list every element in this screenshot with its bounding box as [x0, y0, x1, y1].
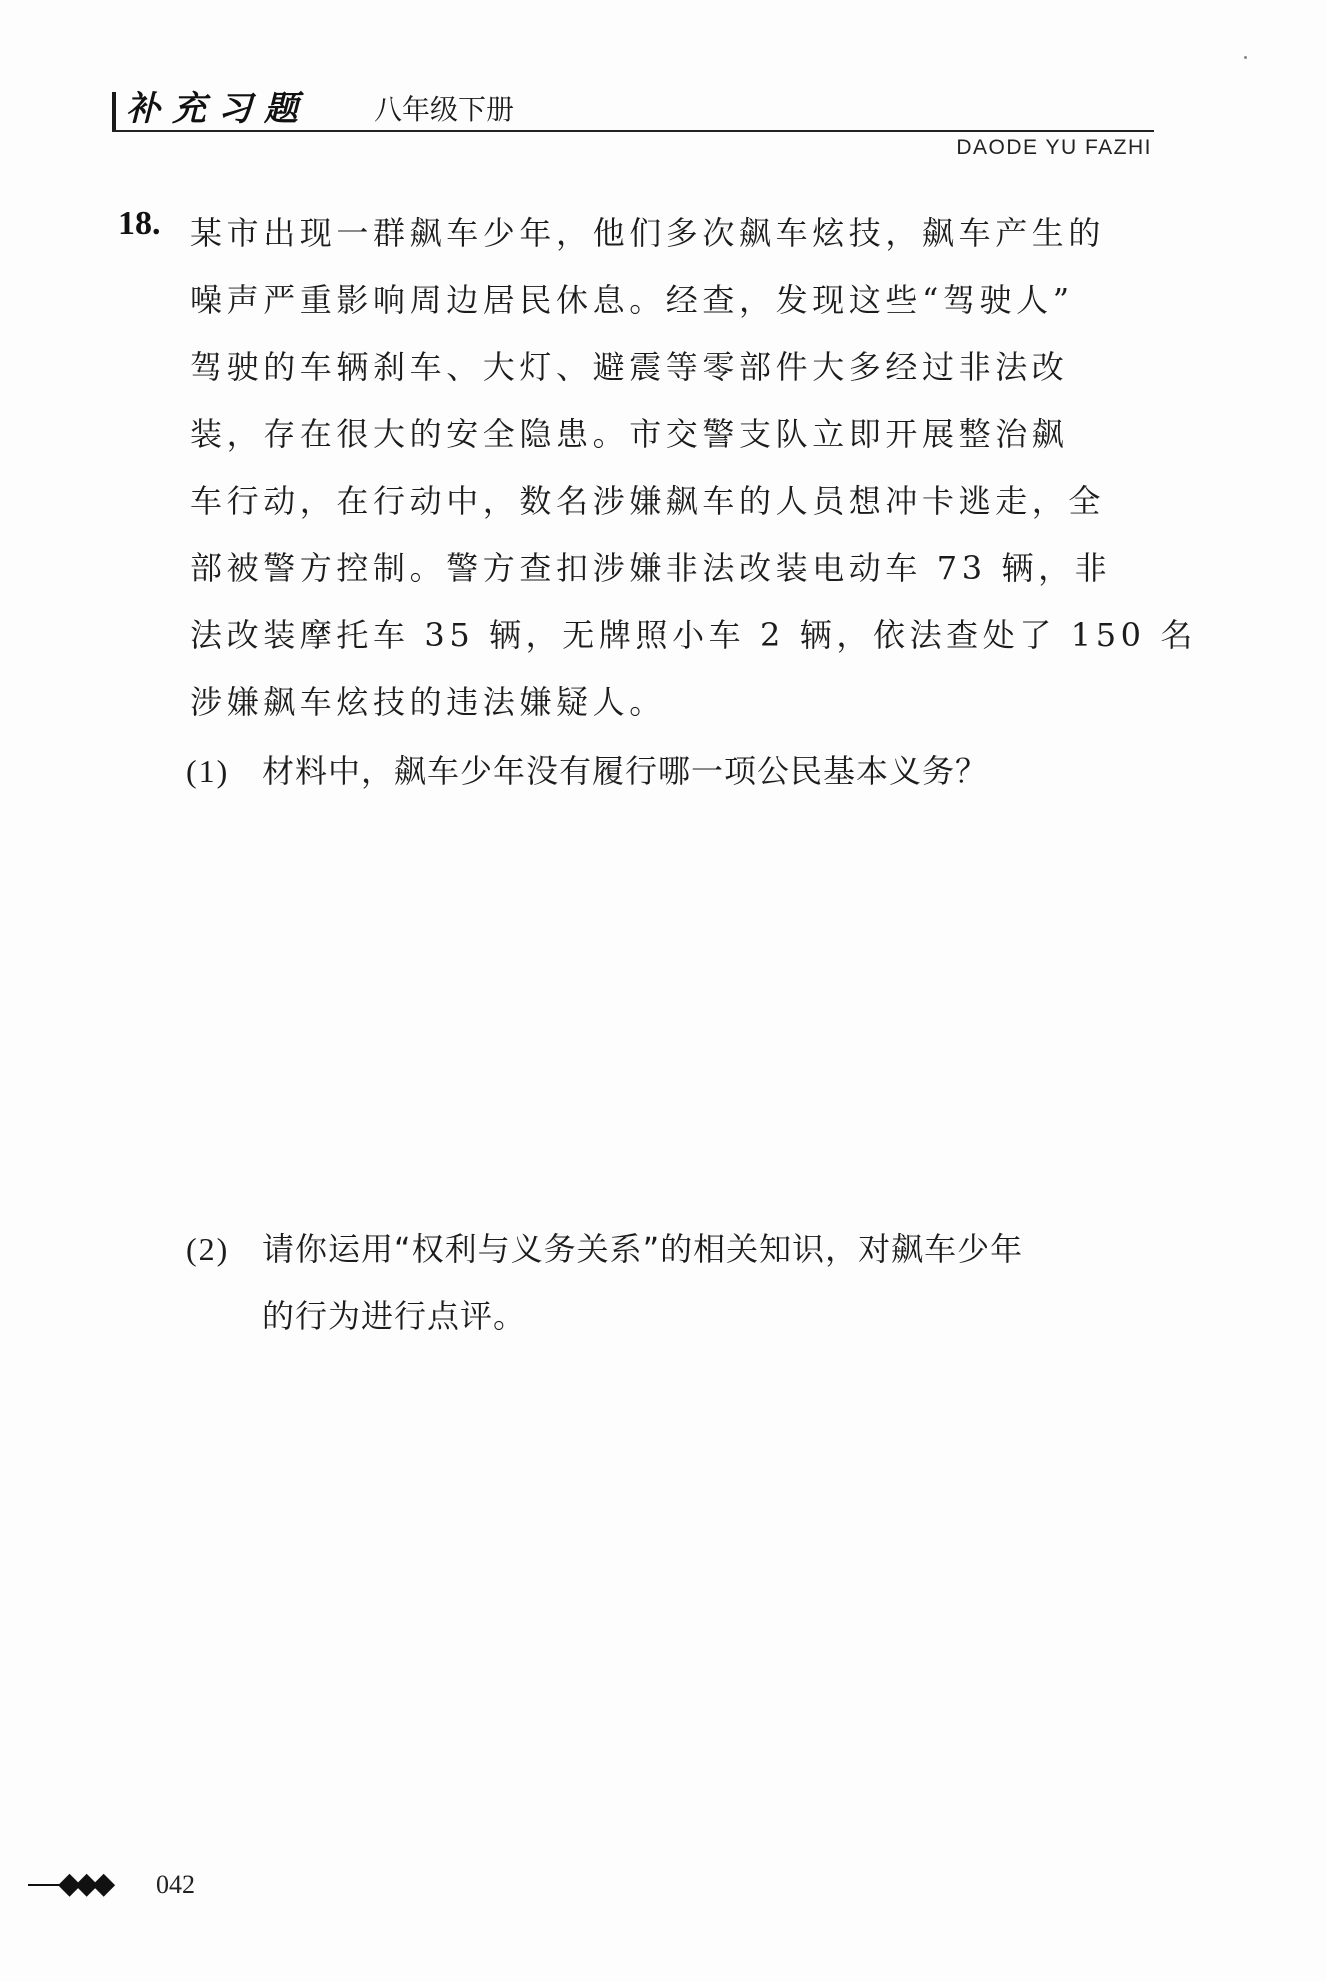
- question-body-line: 驾驶的车辆刹车、大灯、避震等零部件大多经过非法改: [190, 348, 1069, 386]
- question-number: 18.: [118, 205, 161, 242]
- question-body-line: 车行动，在行动中，数名涉嫌飙车的人员想冲卡逃走，全: [190, 482, 1106, 520]
- sub-question-number: (1): [186, 753, 230, 789]
- question-body-line: 部被警方控制。警方查扣涉嫌非法改装电动车 73 辆，非: [190, 549, 1112, 587]
- page-footer: [28, 1865, 328, 1905]
- grade-label: 八年级下册: [374, 93, 515, 126]
- page-header: [112, 88, 1154, 130]
- page-number: 042: [156, 1870, 195, 1899]
- series-title: 补充习题: [126, 89, 310, 129]
- sub-question-line: 材料中，飙车少年没有履行哪一项公民基本义务？: [262, 752, 989, 790]
- subject-code: DAODE YU FAZHI: [956, 136, 1152, 159]
- sub-question-text: [262, 1216, 1158, 1350]
- question-body-line: 法改装摩托车 35 辆，无牌照小车 2 辆，依法查处了 150 名: [190, 616, 1197, 654]
- question-body-line: 涉嫌飙车炫技的违法嫌疑人。: [190, 683, 666, 721]
- sub-question-line: 请你运用“权利与义务关系”的相关知识，对飙车少年: [262, 1230, 1024, 1268]
- scan-speck: [1244, 56, 1247, 59]
- question-body-line: 某市出现一群飙车少年，他们多次飙车炫技，飙车产生的: [190, 214, 1106, 252]
- triple-diamond-icon: ◆◆◆: [58, 1866, 110, 1901]
- question-body-line: 装，存在很大的安全隐患。市交警支队立即开展整治飙: [190, 415, 1069, 453]
- sub-question-line: 的行为进行点评。: [262, 1297, 527, 1335]
- sub-question-text: [262, 738, 1158, 805]
- sub-question-number: (2): [186, 1231, 230, 1267]
- question-body: [190, 200, 1197, 736]
- header-bar: [112, 92, 116, 130]
- header-rule: [112, 130, 1154, 132]
- question-body-line: 噪声严重影响周边居民休息。经查，发现这些“驾驶人”: [190, 281, 1074, 319]
- footer-rule: [28, 1884, 62, 1886]
